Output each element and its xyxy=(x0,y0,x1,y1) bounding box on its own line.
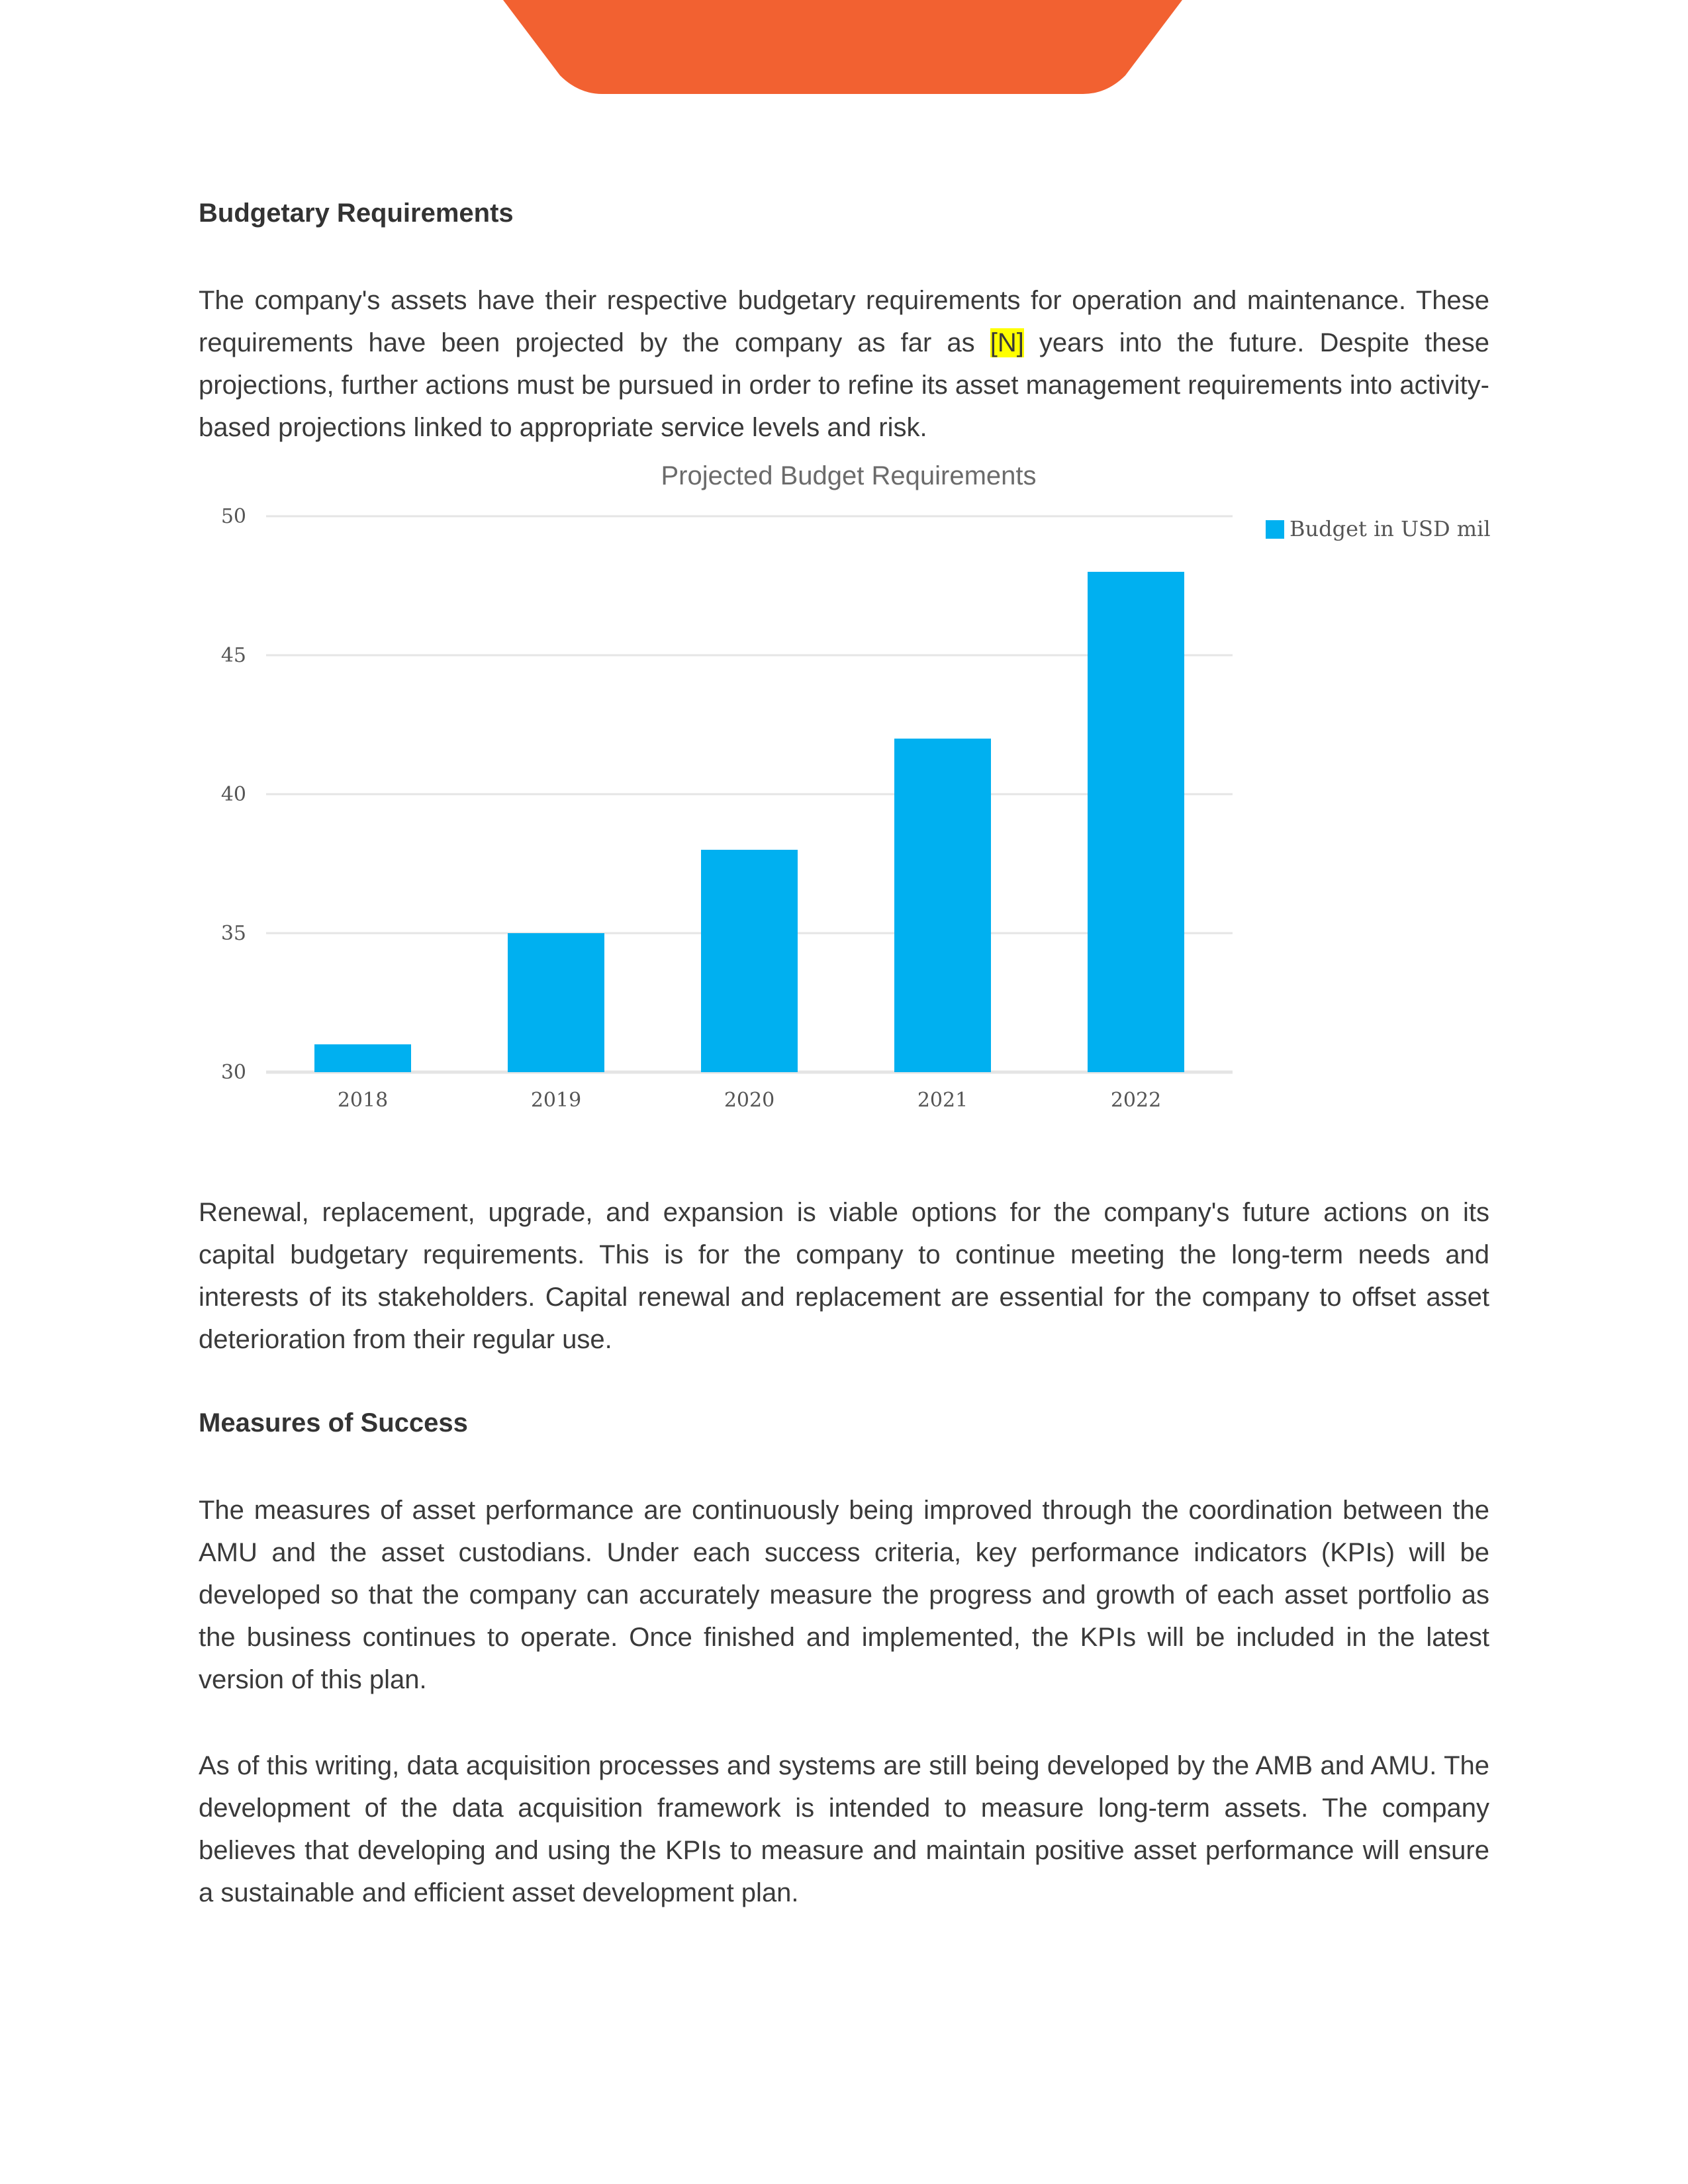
budget-intro-paragraph xyxy=(199,279,1489,449)
intro-text-before: The company's assets have their respective budgetary requirements for operation and maintenance. These requirements have been projected by the company as far as xyxy=(199,286,1489,357)
intro-text-after: years into the future. Despite these projections, further actions must be pursued in order to refine its asset management requirements into activity-based projections linked to appropriate service levels and risk. xyxy=(199,328,1490,442)
bar-2018 xyxy=(314,1044,411,1072)
y-tick-label: 50 xyxy=(220,505,246,528)
y-tick-label: 30 xyxy=(220,1061,246,1084)
x-tick-label: 2022 xyxy=(1110,1089,1162,1112)
renewal-paragraph: Renewal, replacement, upgrade, and expansion is viable options for the company's future actions on its capital budgetary requirements. This is for the company to continue meeting the long-term needs and interests of its stakeholders. Capital renewal and replacement are essential for the company to offset asset deterioration from their regular use. xyxy=(199,1198,1489,1354)
x-tick-label: 2021 xyxy=(917,1089,968,1112)
chart-title: Projected Budget Requirements xyxy=(661,461,1037,490)
x-tick-label: 2020 xyxy=(724,1089,775,1112)
y-tick-label: 40 xyxy=(220,783,246,806)
data-acquisition-paragraph: As of this writing, data acquisition processes and systems are still being developed by the AMB and AMU. The development of the data acquisition framework is intended to measure long-term assets. The company believes that developing and using the KPIs to measure and maintain positive asset performance will ensure a sustainable and efficient asset development plan. xyxy=(199,1751,1489,1907)
years-placeholder: [N] xyxy=(990,328,1024,357)
header-accent-tab xyxy=(0,0,1688,99)
y-tick-label: 35 xyxy=(220,922,246,945)
bar-2021 xyxy=(894,739,991,1072)
legend-label: Budget in USD mil xyxy=(1289,516,1491,541)
measures-of-success-heading: Measures of Success xyxy=(199,1408,468,1437)
bar-2022 xyxy=(1088,572,1184,1072)
chart-svg xyxy=(192,450,1503,1125)
x-tick-label: 2018 xyxy=(337,1089,389,1112)
legend-swatch xyxy=(1266,520,1284,539)
y-tick-label: 45 xyxy=(220,644,246,667)
bar-2020 xyxy=(701,850,798,1072)
projected-budget-chart xyxy=(192,450,1503,1125)
measures-paragraph: The measures of asset performance are continuously being improved through the coordination between the AMU and the asset custodians. Under each success criteria, key performance indicators (KPIs) will be developed so that the company can accurately measure the progress and growth of each asset portfolio as the business continues to operate. Once finished and implemented, the KPIs will be included in the latest version of this plan. xyxy=(199,1496,1489,1694)
bar-2019 xyxy=(508,933,604,1072)
x-tick-label: 2019 xyxy=(530,1089,582,1112)
budgetary-requirements-heading: Budgetary Requirements xyxy=(199,199,514,228)
